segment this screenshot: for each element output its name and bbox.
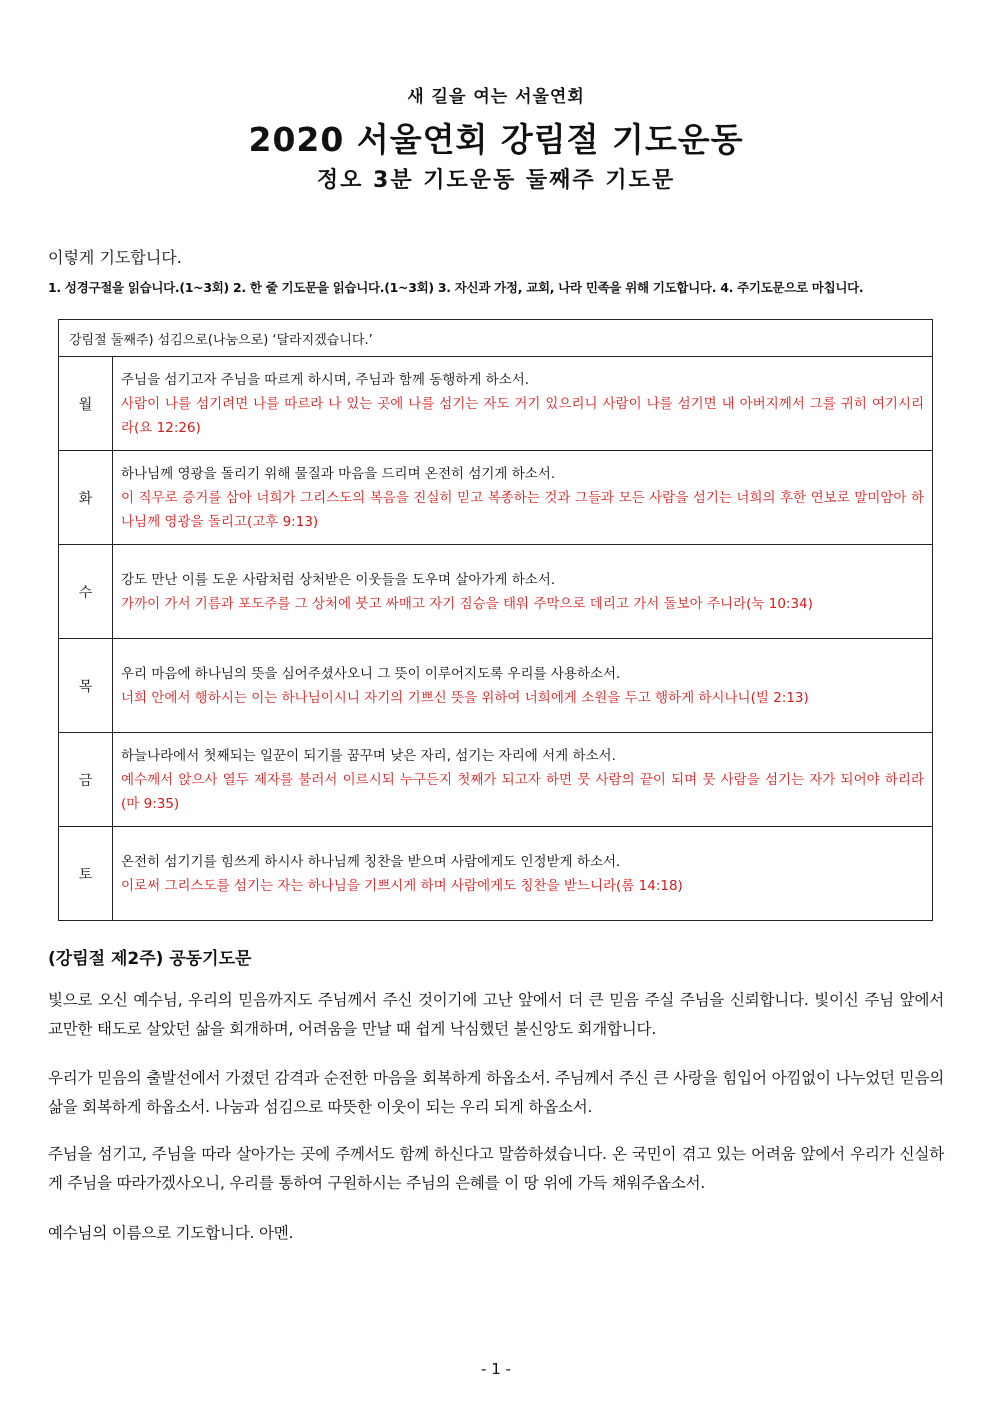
verse-line: 가까이 가서 기름과 포도주를 그 상처에 붓고 싸매고 자기 짐승을 태워 주막으로 데리고 가서 돌보아 주니라(눅 10:34) bbox=[121, 595, 813, 612]
table-row bbox=[59, 545, 933, 639]
common-prayer-paragraph: 빛으로 오신 예수님, 우리의 믿음까지도 주님께서 주신 것이기에 고난 앞에서 더 큰 믿음 주실 주님을 신뢰합니다. 빛이신 주님 앞에서 교만한 태도로 살았던 삶을 회개하며, 어려움을 만날 때 쉽게 낙심했던 불신앙도 회개합니다. bbox=[48, 991, 944, 1038]
prayer-cell bbox=[113, 827, 933, 921]
howto-heading: 이렇게 기도합니다. bbox=[48, 248, 182, 267]
table-row bbox=[59, 827, 933, 921]
prayer-line: 하나님께 영광을 돌리기 위해 물질과 마음을 드리며 온전히 섬기게 하소서. bbox=[121, 465, 556, 482]
table-theme: 강림절 둘째주) 섬김으로(나눔으로) ‘달라지겠습니다.’ bbox=[59, 320, 933, 357]
prayer-line: 온전히 섬기기를 힘쓰게 하시사 하나님께 칭찬을 받으며 사람에게도 인정받게 하소서. bbox=[121, 853, 621, 870]
day-cell: 수 bbox=[59, 545, 113, 639]
verse-line: 예수께서 앉으사 열두 제자를 불러서 이르시되 누구든지 첫째가 되고자 하면 뭇 사람의 끝이 되며 뭇 사람을 섬기는 자가 되어야 하리라(마 9:35) bbox=[121, 771, 924, 812]
table-row bbox=[59, 639, 933, 733]
prayer-line: 강도 만난 이를 도운 사람처럼 상처받은 이웃들을 도우며 살아가게 하소서. bbox=[121, 571, 556, 588]
prayer-line: 주님을 섬기고자 주님을 따르게 하시며, 주님과 함께 동행하게 하소서. bbox=[121, 371, 530, 388]
header-title: 2020 서울연회 강림절 기도운동 bbox=[248, 120, 744, 159]
howto-steps: 1. 성경구절을 읽습니다.(1~3회) 2. 한 줄 기도문을 읽습니다.(1~3회) 3. 자신과 가정, 교회, 나라 민족을 위해 기도합니다. 4. 주기도문으로 마칩니다. bbox=[48, 280, 864, 295]
table-row bbox=[59, 357, 933, 451]
day-cell: 목 bbox=[59, 639, 113, 733]
day-cell: 금 bbox=[59, 733, 113, 827]
header-title2: 정오 3분 기도운동 둘째주 기도문 bbox=[316, 168, 676, 193]
day-cell: 토 bbox=[59, 827, 113, 921]
prayer-cell bbox=[113, 639, 933, 733]
prayer-line: 우리 마음에 하나님의 뜻을 심어주셨사오니 그 뜻이 이루어지도록 우리를 사용하소서. bbox=[121, 665, 621, 682]
weekly-prayer-table bbox=[58, 319, 933, 921]
common-prayer-paragraph: 우리가 믿음의 출발선에서 가졌던 감격과 순전한 마음을 회복하게 하옵소서. 주님께서 주신 큰 사랑을 힘입어 아낌없이 나누었던 믿음의 삶을 회복하게 하옵소서. 나눔과 섬김으로 따뜻한 이웃이 되는 우리 되게 하옵소서. bbox=[48, 1069, 944, 1116]
prayer-cell bbox=[113, 451, 933, 545]
common-prayer-heading: (강림절 제2주) 공동기도문 bbox=[48, 949, 252, 969]
common-prayer-paragraph: 주님을 섬기고, 주님을 따라 살아가는 곳에 주께서도 함께 하신다고 말씀하셨습니다. 온 국민이 겪고 있는 어려움 앞에서 우리가 신실하게 주님을 따라가겠사오니, 우리를 통하여 구원하시는 주님의 은혜를 이 땅 위에 가득 채워주옵소서. bbox=[48, 1145, 944, 1192]
table-row bbox=[59, 733, 933, 827]
verse-line: 이 직무로 증거를 삼아 너희가 그리스도의 복음을 진실히 믿고 복종하는 것과 그들과 모든 사람을 섬기는 너희의 후한 연보로 말미암아 하나님께 영광을 돌리고(고후 9:13) bbox=[121, 489, 924, 530]
verse-line: 이로써 그리스도를 섬기는 자는 하나님을 기쁘시게 하며 사람에게도 칭찬을 받느니라(롬 14:18) bbox=[121, 877, 683, 894]
prayer-line: 하늘나라에서 첫째되는 일꾼이 되기를 꿈꾸며 낮은 자리, 섬기는 자리에 서게 하소서. bbox=[121, 747, 616, 764]
day-cell: 월 bbox=[59, 357, 113, 451]
prayer-cell bbox=[113, 733, 933, 827]
verse-line: 너희 안에서 행하시는 이는 하나님이시니 자기의 기쁘신 뜻을 위하여 너희에게 소원을 두고 행하게 하시나니(빌 2:13) bbox=[121, 689, 809, 706]
common-prayer-closing: 예수님의 이름으로 기도합니다. 아멘. bbox=[48, 1224, 294, 1242]
verse-line: 사람이 나를 섬기려면 나를 따르라 나 있는 곳에 나를 섬기는 자도 거기 있으리니 사람이 나를 섬기면 내 아버지께서 그를 귀히 여기시리라(요 12:26) bbox=[121, 395, 924, 436]
day-cell: 화 bbox=[59, 451, 113, 545]
table-row bbox=[59, 451, 933, 545]
header-subtitle: 새 길을 여는 서울연회 bbox=[407, 87, 585, 107]
prayer-cell bbox=[113, 357, 933, 451]
page-number: - 1 - bbox=[481, 1360, 511, 1378]
prayer-cell bbox=[113, 545, 933, 639]
